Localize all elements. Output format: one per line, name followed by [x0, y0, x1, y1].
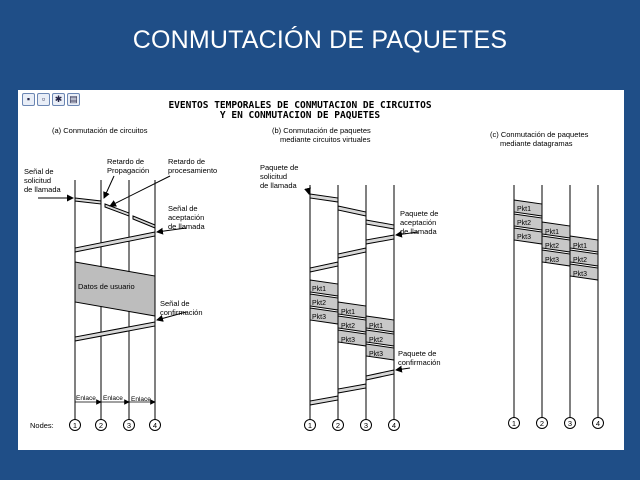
panel-c-node-circles: [509, 418, 604, 429]
pkt-b-h2-2: Pkt2: [341, 323, 356, 330]
pkt-c-h1-3: Pkt3: [517, 234, 532, 241]
panel-c-title: (c) Conmutación de paquetes: [490, 130, 589, 139]
label-retardo-propagacion-2: Propagación: [107, 166, 150, 175]
label-paquete-solicitud: Paquete de: [260, 163, 299, 172]
panel-b-title: (b) Conmutación de paquetes: [272, 126, 371, 135]
pkt-b-h1-1: Pkt1: [312, 286, 327, 293]
panel-a-request-signal: [75, 198, 155, 228]
pkt-b-h3-3: Pkt3: [369, 351, 384, 358]
label-paquete-aceptacion: Paquete de: [400, 209, 439, 218]
pkt-c-h2-2: Pkt2: [545, 243, 560, 250]
pkt-c-h3-2: Pkt2: [573, 257, 588, 264]
node-c-2: 2: [539, 419, 545, 428]
label-enlace-1: Enlace: [76, 395, 96, 402]
label-senal-solicitud-3: de llamada: [24, 185, 61, 194]
panel-b-confirmation-packet: [310, 370, 394, 405]
label-senal-solicitud-2: solicitud: [24, 176, 52, 185]
label-paquete-aceptacion-2: aceptación: [400, 218, 437, 227]
node-a-1: 1: [72, 421, 78, 430]
panel-b-title-2: mediante circuitos virtuales: [280, 135, 371, 144]
node-b-4: 4: [391, 421, 397, 430]
node-a-4: 4: [152, 421, 158, 430]
panel-b-node-circles: [305, 420, 400, 431]
figure-title-line2: Y EN CONMUTACION DE PAQUETES: [219, 110, 381, 121]
panel-a-confirmation-signal: [75, 322, 155, 341]
pkt-c-h3-1: Pkt1: [573, 243, 588, 250]
panel-b-request-packet: [310, 194, 394, 229]
pkt-b-h1-2: Pkt2: [312, 300, 327, 307]
export-icon[interactable]: ▤: [67, 93, 80, 106]
node-a-3: 3: [126, 421, 132, 430]
node-c-3: 3: [567, 419, 573, 428]
panel-b-packets-hop2-labels: [341, 309, 355, 344]
figure-title-line1: EVENTOS TEMPORALES DE CONMUTACION DE CIRCUITOS: [168, 100, 432, 111]
panel-a-acceptance-signal: [75, 232, 155, 252]
pkt-c-h3-3: Pkt3: [573, 271, 588, 278]
label-senal-confirmacion-2: confirmación: [160, 308, 203, 317]
settings-icon[interactable]: ✱: [52, 93, 65, 106]
label-paquete-aceptacion-3: de llamada: [400, 227, 437, 236]
node-b-3: 3: [363, 421, 369, 430]
pkt-b-h1-3: Pkt3: [312, 314, 327, 321]
pkt-c-h1-2: Pkt2: [517, 220, 532, 227]
label-paquete-confirmacion: Paquete de: [398, 349, 437, 358]
panel-a-node-circles: [70, 420, 161, 431]
node-b-1: 1: [307, 421, 313, 430]
timing-diagram: [18, 90, 624, 450]
pkt-c-h2-3: Pkt3: [545, 257, 560, 264]
label-senal-solicitud: Señal de: [24, 167, 54, 176]
label-retardo-propagacion: Retardo de: [107, 157, 145, 166]
print-icon[interactable]: ▫: [37, 93, 50, 106]
pkt-b-h3-2: Pkt2: [369, 337, 384, 344]
label-retardo-procesamiento-2: procesamiento: [168, 166, 218, 175]
panel-a-title: (a) Conmutación de circuitos: [52, 126, 148, 135]
label-senal-confirmacion: Señal de: [160, 299, 190, 308]
panel-c-title-2: mediante datagramas: [500, 139, 573, 148]
pkt-c-h1-1: Pkt1: [517, 206, 532, 213]
label-senal-aceptacion-2: aceptación: [168, 213, 205, 222]
panel-b-packets-hop1-labels: [312, 286, 326, 321]
label-senal-aceptacion-3: de llamada: [168, 222, 205, 231]
slide-title: CONMUTACIÓN DE PAQUETES: [132, 26, 508, 54]
label-enlace-2: Enlace: [103, 395, 123, 402]
node-c-1: 1: [511, 419, 517, 428]
label-retardo-procesamiento: Retardo de: [168, 157, 206, 166]
pkt-b-h2-1: Pkt1: [341, 309, 356, 316]
node-b-2: 2: [335, 421, 341, 430]
label-nodes: Nodes:: [30, 421, 54, 430]
label-datos-usuario: Datos de usuario: [78, 282, 135, 291]
node-c-4: 4: [595, 419, 601, 428]
label-enlace-3: Enlace: [131, 396, 151, 403]
pkt-c-h2-1: Pkt1: [545, 229, 560, 236]
pkt-b-h3-1: Pkt1: [369, 323, 384, 330]
node-a-2: 2: [98, 421, 104, 430]
save-icon[interactable]: ▪: [22, 93, 35, 106]
panel-b-packets-hop3-labels: [369, 323, 383, 358]
label-paquete-solicitud-2: solicitud: [260, 172, 288, 181]
timing-diagram-figure: [18, 90, 624, 450]
label-paquete-solicitud-3: de llamada: [260, 181, 297, 190]
label-paquete-confirmacion-2: confirmación: [398, 358, 441, 367]
pkt-b-h2-3: Pkt3: [341, 337, 356, 344]
panel-b-acceptance-packet: [310, 235, 394, 272]
label-senal-aceptacion: Señal de: [168, 204, 198, 213]
